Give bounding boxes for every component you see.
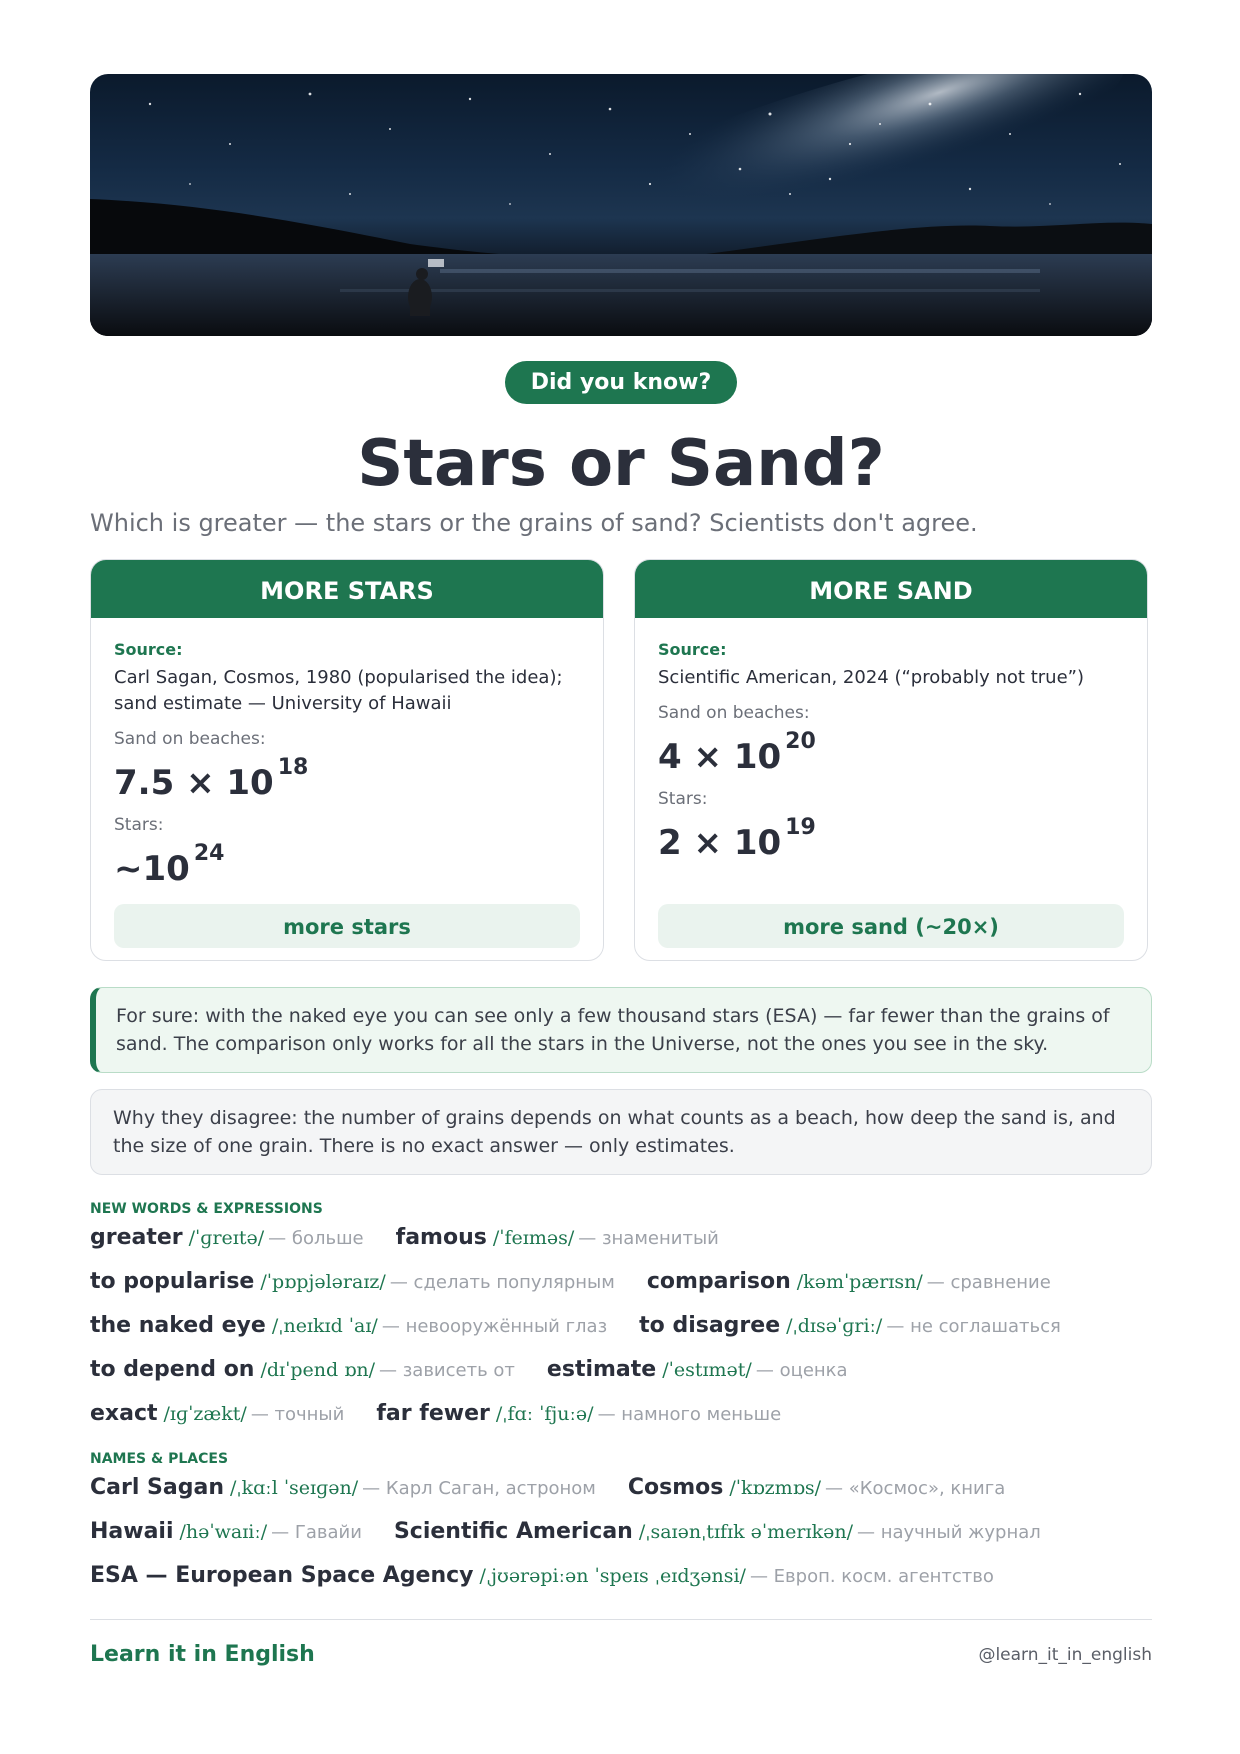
brand-name: Learn it in English (90, 1642, 315, 1667)
vocab-word: to depend on (90, 1357, 255, 1382)
footer (90, 1642, 1152, 1667)
section-label-new-words: NEW WORDS & EXPRESSIONS (90, 1201, 323, 1217)
stat-sand-value: 7.5 × 10 $^{18}$ (114, 755, 309, 803)
vocab-word: far fewer (376, 1401, 490, 1426)
source-text (658, 665, 1124, 691)
vocab-word: famous (395, 1225, 487, 1250)
vocab-item (547, 1357, 848, 1382)
comparison-cards (90, 559, 1152, 961)
vocab-word: exact (90, 1401, 158, 1426)
stat-stars-label: Stars: (658, 789, 708, 809)
vocab-translation: — зависеть от (379, 1360, 515, 1381)
vocab-item (396, 1225, 719, 1250)
vocab-pronunciation: /ˌdɪsəˈɡriː/ (786, 1315, 883, 1337)
vocab-translation: — не соглашаться (886, 1316, 1061, 1337)
vocab-translation: — Карл Саган, астроном (362, 1478, 596, 1499)
vocab-item (90, 1563, 994, 1588)
vocab-pronunciation: /həˈwaɪiː/ (179, 1521, 268, 1543)
stat-stars-label: Stars: (114, 815, 164, 835)
footer-divider (90, 1619, 1152, 1620)
vocab-pronunciation: /ˈpɒpjələraɪz/ (260, 1271, 386, 1293)
vocab-item (394, 1519, 1041, 1544)
names-list (90, 1475, 1152, 1607)
vocab-pronunciation: /ˌsaɪənˌtɪfɪk əˈmerɪkən/ (638, 1521, 853, 1543)
vocab-item (376, 1401, 781, 1426)
vocab-word: Cosmos (627, 1475, 724, 1500)
vocab-row (90, 1313, 1152, 1357)
vocab-row (90, 1225, 1152, 1269)
hero-image-night-sky (90, 74, 1152, 336)
vocab-translation: — невооружённый глаз (381, 1316, 608, 1337)
vocab-pronunciation: /ˌneɪkɪd ˈaɪ/ (271, 1315, 378, 1337)
vocab-translation: — сравнение (926, 1272, 1051, 1293)
vocab-row (90, 1269, 1152, 1313)
vocab-pronunciation: /dɪˈpend ɒn/ (260, 1359, 375, 1381)
stat-stars-value: ~10 $^{24}$ (114, 841, 225, 889)
vocab-word: to popularise (90, 1269, 255, 1294)
vocab-row (90, 1563, 1152, 1607)
vocab-word: ESA — European Space Agency (90, 1563, 474, 1588)
section-label-names-places: NAMES & PLACES (90, 1451, 229, 1467)
vocab-word: estimate (546, 1357, 657, 1382)
card-header: MORE STARS (91, 560, 603, 618)
vocab-translation: — больше (268, 1228, 364, 1249)
vocab-translation: — оценка (755, 1360, 848, 1381)
vocab-pronunciation: /ɪɡˈzækt/ (163, 1403, 247, 1425)
social-handle: @learn_it_in_english (978, 1644, 1152, 1665)
vocab-item (90, 1357, 515, 1382)
vocab-row (90, 1475, 1152, 1519)
vocabulary-list (90, 1225, 1152, 1445)
vocab-translation: — Гавайи (271, 1522, 362, 1543)
page-title: Stars or Sand? (357, 427, 885, 501)
card-header: MORE SAND (635, 560, 1147, 618)
vocab-translation: — научный журнал (856, 1522, 1041, 1543)
vocab-item (639, 1313, 1061, 1338)
source-label: Source: (114, 640, 183, 659)
vocab-item (90, 1519, 362, 1544)
vocab-item (90, 1313, 607, 1338)
vocab-translation: — точный (250, 1404, 345, 1425)
vocab-pronunciation: /ˈɡreɪtə/ (188, 1227, 265, 1249)
page-subtitle: Which is greater — the stars or the grains of sand? Scientists don't agree. (90, 509, 978, 537)
vocab-item (90, 1269, 615, 1294)
source-line: sand estimate — University of Hawaii (114, 693, 452, 714)
vocab-item (647, 1269, 1051, 1294)
stat-sand-value: 4 × 10 $^{20}$ (658, 729, 816, 777)
vocab-word: the naked eye (90, 1313, 266, 1338)
vocab-item (90, 1401, 344, 1426)
vocab-pronunciation: /ˈfeɪməs/ (492, 1227, 575, 1249)
source-line: Carl Sagan, Cosmos, 1980 (popularised the idea); (114, 667, 563, 688)
vocab-pronunciation: /ˈestɪmət/ (662, 1359, 752, 1381)
milky-way-illustration (90, 74, 1152, 336)
vocab-translation: — знаменитый (578, 1228, 719, 1249)
note-line: Why they disagree: the number of grains depends on what counts as a beach, how deep the sand is, and (113, 1107, 1116, 1129)
card-more-stars (90, 559, 604, 961)
vocab-pronunciation: /kəmˈpærɪsn/ (796, 1271, 923, 1293)
poster (90, 74, 1152, 1667)
vocab-row (90, 1357, 1152, 1401)
vocab-word: Scientific American (393, 1519, 633, 1544)
stat-sand-label: Sand on beaches: (114, 729, 266, 749)
vocab-row (90, 1401, 1152, 1445)
vocab-translation: — сделать популярным (389, 1272, 615, 1293)
note-why-disagree (90, 1089, 1152, 1175)
vocab-item (628, 1475, 1005, 1500)
vocab-translation: — «Космос», книга (825, 1478, 1006, 1499)
note-for-sure (90, 987, 1152, 1073)
verdict-badge: more stars (114, 904, 580, 948)
source-label: Source: (658, 640, 727, 659)
vocab-word: Hawaii (90, 1519, 174, 1544)
vocab-word: comparison (646, 1269, 791, 1294)
vocab-word: to disagree (639, 1313, 781, 1338)
vocab-translation: — намного меньше (597, 1404, 782, 1425)
source-line: Scientific American, 2024 (“probably not true”) (658, 667, 1084, 688)
vocab-row (90, 1519, 1152, 1563)
source-text (114, 665, 580, 717)
vocab-word: greater (90, 1225, 183, 1250)
note-line: For sure: with the naked eye you can see only a few thousand stars (ESA) — far fewer than the grains of (116, 1005, 1110, 1027)
note-line: the size of one grain. There is no exact answer — only estimates. (113, 1135, 735, 1157)
card-more-sand (634, 559, 1148, 961)
stat-sand-label: Sand on beaches: (658, 703, 810, 723)
note-line: sand. The comparison only works for all the stars in the Universe, not the ones you see in the sky. (116, 1033, 1049, 1055)
vocab-pronunciation: /ˌfɑː ˈfjuːə/ (495, 1403, 594, 1425)
did-you-know-badge: Did you know? (505, 361, 737, 404)
vocab-item (90, 1225, 364, 1250)
stat-stars-value: 2 × 10 $^{19}$ (658, 815, 816, 863)
vocab-pronunciation: /ˌkɑːl ˈseɪɡən/ (230, 1477, 359, 1499)
vocab-item (90, 1475, 596, 1500)
verdict-badge: more sand (~20×) (658, 904, 1124, 948)
vocab-pronunciation: /ˌjʊərəpiːən ˈspeɪs ˌeɪdʒənsi/ (479, 1565, 746, 1587)
vocab-pronunciation: /ˈkɒzmɒs/ (729, 1477, 822, 1499)
vocab-translation: — Европ. косм. агентство (749, 1566, 994, 1587)
vocab-word: Carl Sagan (90, 1475, 224, 1500)
